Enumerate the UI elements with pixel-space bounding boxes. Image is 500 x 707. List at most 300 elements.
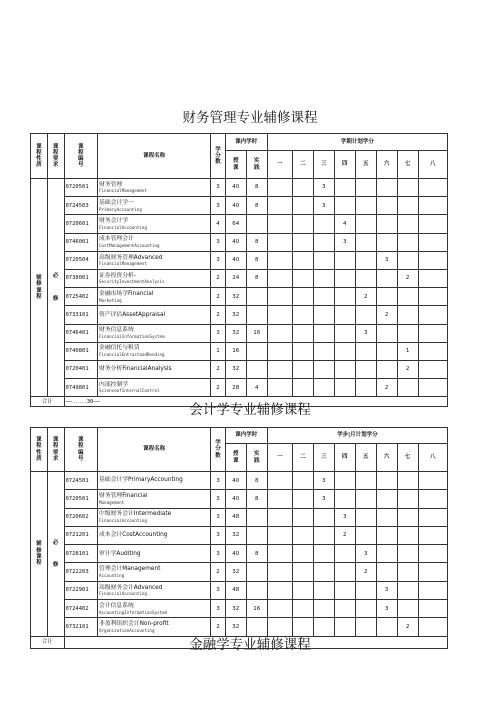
course-name-cn: 金融信托与租赁	[99, 345, 140, 352]
course-name-en: Accounting	[99, 572, 125, 578]
course-name-cn: 金融市场学Financial	[99, 290, 154, 297]
course-name-cn: 基础会计学PrimaryAccounting	[99, 477, 183, 484]
semester-credit-2	[292, 581, 313, 599]
table-row	[31, 197, 448, 215]
course-name-en: FinancialInformationSystem	[99, 333, 165, 339]
course-practice-hours: 8	[246, 472, 267, 490]
semester-credit-4: 3	[334, 233, 355, 251]
course-name-cn: 成本会计CostAccounting	[99, 532, 168, 539]
course-name-cn: 内部控制学	[99, 381, 129, 388]
semester-credit-3	[313, 563, 334, 581]
course-name	[98, 563, 211, 581]
semester-credit-7	[397, 379, 418, 397]
course-credits: 3	[211, 233, 226, 251]
course-code: 0720501	[64, 490, 98, 508]
semester-credit-4: 3	[334, 508, 355, 526]
course-name-en: FinancialManagement	[99, 261, 147, 267]
semester-credit-4	[334, 342, 355, 360]
semester-credit-3	[313, 306, 334, 324]
semester-credit-1	[267, 306, 292, 324]
semester-credit-6	[376, 342, 397, 360]
course-name	[98, 360, 211, 378]
table-row	[31, 233, 448, 251]
semester-credit-3	[313, 269, 334, 287]
table-row	[31, 288, 448, 306]
course-code: 0721201	[64, 526, 98, 544]
course-name	[98, 324, 211, 342]
semester-credit-1	[267, 379, 292, 397]
semester-credit-3	[313, 233, 334, 251]
semester-credit-2	[292, 197, 313, 215]
course-name	[98, 581, 211, 599]
course-lecture-hours: 40	[225, 197, 246, 215]
semester-credit-1	[267, 251, 292, 269]
course-practice-hours: 8	[246, 269, 267, 287]
semester-credit-4: 4	[334, 215, 355, 233]
semester-credit-6	[376, 288, 397, 306]
header-sem-2: 二	[292, 444, 313, 472]
semester-credit-8	[418, 342, 447, 360]
semester-credit-7	[397, 306, 418, 324]
course-credits: 2	[211, 618, 226, 636]
course-code: 0724501	[64, 472, 98, 490]
semester-credit-8	[418, 288, 447, 306]
course-code: 0728101	[64, 545, 98, 563]
course-credits: 3	[211, 600, 226, 618]
semester-credit-5	[355, 251, 376, 269]
semester-credit-7: 2	[397, 269, 418, 287]
semester-credit-3	[313, 545, 334, 563]
course-lecture-hours: 32	[225, 526, 246, 544]
semester-credit-1	[267, 600, 292, 618]
header-sem-4: 四	[334, 444, 355, 472]
semester-credit-1	[267, 179, 292, 197]
course-code: 0720501	[64, 179, 98, 197]
course-name-cn: 审计学Auditing	[99, 550, 141, 557]
course-practice-hours	[246, 288, 267, 306]
header-sem-7: 七	[397, 444, 418, 472]
semester-credit-5	[355, 600, 376, 618]
semester-credit-1	[267, 581, 292, 599]
course-credits: 4	[211, 215, 226, 233]
semester-credit-4	[334, 251, 355, 269]
semester-credit-6	[376, 233, 397, 251]
course-practice-hours	[246, 360, 267, 378]
course-name-cn: 财务管理	[99, 181, 123, 188]
accounting-course-table	[30, 427, 448, 649]
semester-credit-4	[334, 179, 355, 197]
course-name	[98, 379, 211, 397]
semester-credit-7	[397, 545, 418, 563]
semester-credit-4	[334, 600, 355, 618]
course-lecture-hours: 40	[225, 251, 246, 269]
semester-credit-2	[292, 342, 313, 360]
semester-credit-8	[418, 251, 447, 269]
semester-credit-2	[292, 508, 313, 526]
course-lecture-hours: 28	[225, 379, 246, 397]
semester-credit-4	[334, 545, 355, 563]
course-credits: 3	[211, 251, 226, 269]
header-sem-7: 七	[397, 151, 418, 179]
semester-credit-5	[355, 269, 376, 287]
semester-credit-3: 3	[313, 472, 334, 490]
table-row	[31, 545, 448, 563]
course-name	[98, 179, 211, 197]
course-name-en: FinancialAccounting	[99, 518, 147, 524]
semester-credit-8	[418, 360, 447, 378]
semester-credit-6	[376, 472, 397, 490]
semester-credit-6: 3	[376, 600, 397, 618]
requirement-cell: 必 修	[47, 472, 64, 637]
semester-credit-5	[355, 508, 376, 526]
semester-credit-4	[334, 197, 355, 215]
semester-credit-8	[418, 197, 447, 215]
semester-credit-6	[376, 269, 397, 287]
course-code: 0746401	[64, 324, 98, 342]
course-name-cn: 财务分析FinancialAnalysis	[99, 366, 172, 373]
semester-credit-1	[267, 215, 292, 233]
semester-credit-5: 3	[355, 545, 376, 563]
semester-credit-5	[355, 215, 376, 233]
course-name-cn: 财务管理Financial	[99, 493, 148, 500]
course-code: 0749801	[64, 379, 98, 397]
course-code: 0746001	[64, 233, 98, 251]
semester-credit-1	[267, 197, 292, 215]
course-practice-hours: 8	[246, 233, 267, 251]
course-code: 0724503	[64, 197, 98, 215]
semester-credit-6: 2	[376, 306, 397, 324]
header-semester-plan: 学期计划学分	[267, 134, 447, 151]
semester-credit-5	[355, 197, 376, 215]
semester-credit-1	[267, 526, 292, 544]
semester-credit-3: 3	[313, 197, 334, 215]
course-name-cn: 会计信息系统	[99, 602, 134, 609]
course-code: 0720602	[64, 508, 98, 526]
header-credits: 学分数	[211, 428, 226, 472]
course-name-en: AccountingInformationSystem	[99, 609, 168, 615]
semester-credit-4	[334, 490, 355, 508]
course-name-cn: 基础会计学一	[99, 199, 134, 206]
course-lecture-hours: 32	[225, 563, 246, 581]
semester-credit-3	[313, 215, 334, 233]
header-category: 课程性质	[31, 428, 48, 472]
semester-credit-7	[397, 288, 418, 306]
course-practice-hours	[246, 508, 267, 526]
course-name-en: PrimaryAccounting	[99, 206, 142, 212]
semester-credit-8	[418, 324, 447, 342]
semester-credit-2	[292, 324, 313, 342]
semester-credit-3	[313, 324, 334, 342]
course-name-cn: 财务信息系统	[99, 327, 134, 334]
semester-credit-2	[292, 360, 313, 378]
title-accounting: 会计学专业辅修课程	[189, 402, 311, 418]
header-sem-2: 二	[292, 151, 313, 179]
semester-credit-8	[418, 490, 447, 508]
course-name-en: SecurityInvestmentAnalysis	[99, 279, 165, 285]
semester-credit-8	[418, 179, 447, 197]
course-name	[98, 269, 211, 287]
header-sem-8: 八	[418, 444, 447, 472]
semester-credit-2	[292, 306, 313, 324]
course-practice-hours: 8	[246, 545, 267, 563]
semester-credit-4	[334, 324, 355, 342]
course-practice-hours	[246, 563, 267, 581]
semester-credit-5	[355, 360, 376, 378]
semester-credit-8	[418, 215, 447, 233]
header-sem-4: 四	[334, 151, 355, 179]
header-sem-1: 一	[267, 151, 292, 179]
semester-credit-4	[334, 563, 355, 581]
semester-credit-7	[397, 600, 418, 618]
semester-credit-3	[313, 288, 334, 306]
semester-credit-3	[313, 526, 334, 544]
semester-credit-3	[313, 342, 334, 360]
course-name	[98, 600, 211, 618]
semester-credit-8	[418, 545, 447, 563]
course-code: 0720601	[64, 215, 98, 233]
course-practice-hours: 8	[246, 179, 267, 197]
course-practice-hours	[246, 581, 267, 599]
semester-credit-8	[418, 269, 447, 287]
header-sem-6: 六	[376, 444, 397, 472]
course-credits: 3	[211, 581, 226, 599]
semester-credit-6	[376, 508, 397, 526]
semester-credit-3	[313, 379, 334, 397]
course-name	[98, 526, 211, 544]
table-row	[31, 581, 448, 599]
course-name-cn: 高级财务管理Advanced	[99, 254, 163, 261]
course-name	[98, 342, 211, 360]
header-code: 课程编号	[64, 134, 98, 179]
semester-credit-1	[267, 288, 292, 306]
semester-credit-7	[397, 508, 418, 526]
course-practice-hours	[246, 342, 267, 360]
course-practice-hours	[246, 526, 267, 544]
course-name-en: CostManagementAccounting	[99, 242, 160, 248]
semester-credit-2	[292, 545, 313, 563]
title-finance: 金融学专业辅修课程	[189, 637, 311, 653]
semester-credit-2	[292, 490, 313, 508]
title-financial-management: 财务管理专业辅修课程	[182, 110, 318, 126]
course-credits: 3	[211, 179, 226, 197]
table-row	[31, 306, 448, 324]
header-course-name: 课程名称	[98, 428, 211, 472]
semester-credit-6	[376, 360, 397, 378]
semester-credit-8	[418, 472, 447, 490]
course-practice-hours: 4	[246, 379, 267, 397]
course-lecture-hours: 32	[225, 360, 246, 378]
header-course-name: 课程名称	[98, 134, 211, 179]
course-code: 0725402	[64, 288, 98, 306]
semester-credit-4	[334, 360, 355, 378]
semester-credit-1	[267, 342, 292, 360]
semester-credit-4	[334, 306, 355, 324]
course-lecture-hours: 32	[225, 600, 246, 618]
semester-credit-5	[355, 233, 376, 251]
semester-credit-6	[376, 179, 397, 197]
requirement-cell: 必 修	[47, 179, 64, 397]
course-credits: 3	[211, 472, 226, 490]
semester-credit-2	[292, 288, 313, 306]
header-sem-5: 五	[355, 151, 376, 179]
table-row	[31, 508, 448, 526]
course-lecture-hours: 24	[225, 269, 246, 287]
course-lecture-hours: 32	[225, 618, 246, 636]
header-sem-3: 三	[313, 444, 334, 472]
semester-credit-7	[397, 581, 418, 599]
course-lecture-hours: 40	[225, 545, 246, 563]
course-code: 0722901	[64, 581, 98, 599]
semester-credit-7	[397, 563, 418, 581]
course-name-en: OrganizationAccounting	[99, 627, 155, 633]
semester-credit-2	[292, 472, 313, 490]
semester-credit-8	[418, 306, 447, 324]
course-credits: 2	[211, 269, 226, 287]
semester-credit-3: 3	[313, 179, 334, 197]
table-row	[31, 379, 448, 397]
course-code: 0722203	[64, 563, 98, 581]
course-lecture-hours: 16	[225, 342, 246, 360]
course-credits: 3	[211, 490, 226, 508]
header-hours: 课内学时	[225, 428, 267, 444]
course-code: 0724402	[64, 600, 98, 618]
course-name	[98, 251, 211, 269]
header-sem-6: 六	[376, 151, 397, 179]
semester-credit-4: 2	[334, 526, 355, 544]
total-value: ——‥‥‥‥30——	[64, 397, 448, 407]
semester-credit-6	[376, 563, 397, 581]
semester-credit-2	[292, 233, 313, 251]
course-credits: 2	[211, 360, 226, 378]
semester-credit-4	[334, 288, 355, 306]
course-name	[98, 490, 211, 508]
course-code: 0720504	[64, 251, 98, 269]
table-row	[31, 324, 448, 342]
table-row	[31, 563, 448, 581]
course-credits: 3	[211, 197, 226, 215]
semester-credit-6	[376, 490, 397, 508]
table-row	[31, 360, 448, 378]
header-category: 课程性质	[31, 134, 48, 179]
course-name-en: ScienceofInternalControl	[99, 388, 160, 394]
semester-credit-1	[267, 472, 292, 490]
header-requirement: 课程要求	[47, 428, 64, 472]
semester-credit-4	[334, 472, 355, 490]
semester-credit-1	[267, 508, 292, 526]
course-lecture-hours: 40	[225, 472, 246, 490]
course-code: 0733101	[64, 306, 98, 324]
semester-credit-2	[292, 179, 313, 197]
category-cell: 辅修课程	[31, 472, 48, 637]
semester-credit-2	[292, 269, 313, 287]
table-row	[31, 269, 448, 287]
course-lecture-hours: 32	[225, 288, 246, 306]
course-name-en: Marketing	[99, 297, 122, 303]
semester-credit-8	[418, 233, 447, 251]
course-lecture-hours: 40	[225, 490, 246, 508]
course-credits: 3	[211, 324, 226, 342]
semester-credit-1	[267, 324, 292, 342]
financial-management-course-table	[30, 133, 448, 407]
header-semester-plan: 学步|月计划学分	[267, 428, 447, 444]
category-cell: 辅修课程	[31, 179, 48, 397]
course-code: 0720401	[64, 360, 98, 378]
course-code: 0732101	[64, 618, 98, 636]
semester-credit-5	[355, 581, 376, 599]
semester-credit-2	[292, 600, 313, 618]
table-row	[31, 179, 448, 197]
header-practice: 实践	[246, 444, 267, 472]
course-name-cn: 财务会计学	[99, 218, 129, 225]
course-practice-hours: 16	[246, 324, 267, 342]
header-code: 课程编号	[64, 428, 98, 472]
course-name	[98, 472, 211, 490]
semester-credit-5: 2	[355, 288, 376, 306]
table-row	[31, 526, 448, 544]
course-name-cn: 管理会计Management	[99, 566, 161, 573]
course-lecture-hours: 64	[225, 215, 246, 233]
course-name	[98, 306, 211, 324]
semester-credit-5	[355, 472, 376, 490]
semester-credit-6: 3	[376, 251, 397, 269]
course-name-en: FinancialAccounting	[99, 224, 147, 230]
course-name-en: Management	[99, 499, 125, 505]
semester-credit-6	[376, 526, 397, 544]
course-lecture-hours: 48	[225, 581, 246, 599]
course-lecture-hours: 32	[225, 306, 246, 324]
semester-credit-3: 3	[313, 490, 334, 508]
header-requirement: 课程要求	[47, 134, 64, 179]
semester-credit-2	[292, 251, 313, 269]
semester-credit-7	[397, 490, 418, 508]
semester-credit-7	[397, 251, 418, 269]
semester-credit-4	[334, 269, 355, 287]
course-practice-hours: 16	[246, 600, 267, 618]
course-lecture-hours: 32	[225, 324, 246, 342]
course-credits: 2	[211, 563, 226, 581]
semester-credit-3	[313, 600, 334, 618]
course-name-cn: 证券投资分析-	[99, 272, 136, 279]
table-row	[31, 342, 448, 360]
semester-credit-7	[397, 215, 418, 233]
semester-credit-4	[334, 581, 355, 599]
semester-credit-6	[376, 545, 397, 563]
header-lecture: 授课	[225, 151, 246, 179]
semester-credit-2	[292, 563, 313, 581]
course-name	[98, 197, 211, 215]
semester-credit-5: 3	[355, 324, 376, 342]
course-practice-hours	[246, 215, 267, 233]
course-credits: 3	[211, 545, 226, 563]
course-name-en: FinancialAccounting	[99, 591, 147, 597]
course-name-cn: 成本管理会计	[99, 236, 134, 243]
semester-credit-7: 2	[397, 618, 418, 636]
semester-credit-5: 2	[355, 563, 376, 581]
course-practice-hours	[246, 306, 267, 324]
semester-credit-5	[355, 342, 376, 360]
header-sem-5: 五	[355, 444, 376, 472]
semester-credit-7: 2	[397, 360, 418, 378]
semester-credit-2	[292, 379, 313, 397]
semester-credit-7	[397, 197, 418, 215]
header-sem-3: 三	[313, 151, 334, 179]
semester-credit-6	[376, 324, 397, 342]
course-name-cn: 中级财务会计Intermediate	[99, 511, 172, 518]
table-row	[31, 600, 448, 618]
semester-credit-1	[267, 563, 292, 581]
course-credits: 2	[211, 306, 226, 324]
header-practice: 实践	[246, 151, 267, 179]
